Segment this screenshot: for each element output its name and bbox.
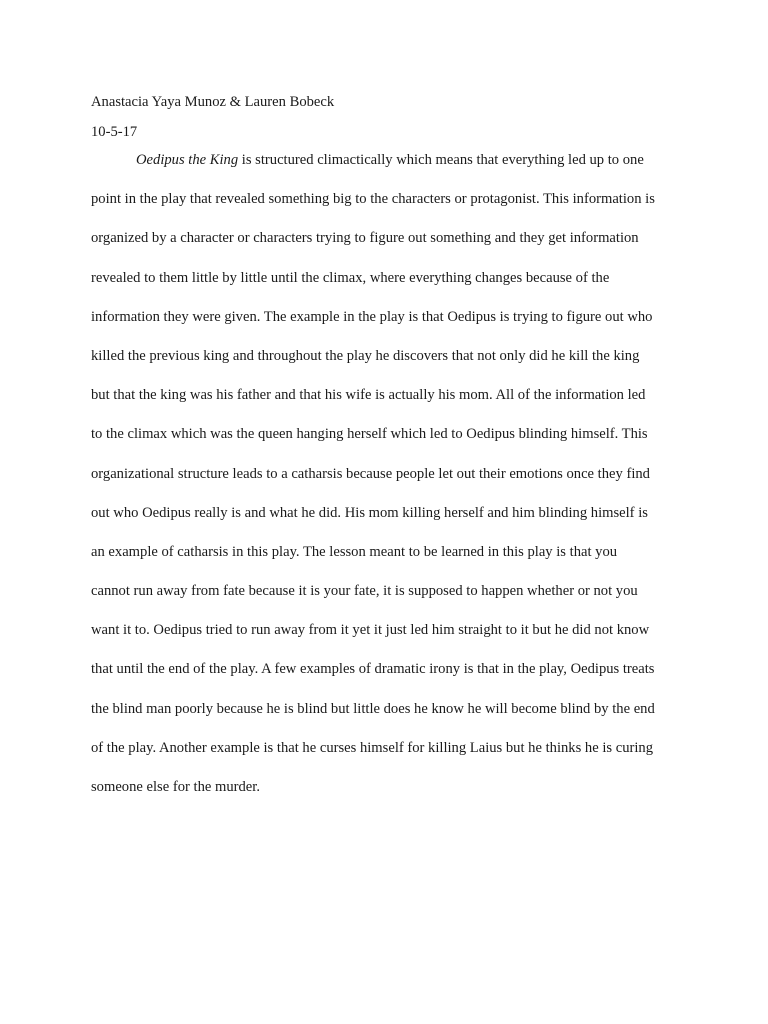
essay-line: that until the end of the play. A few examples of dramatic irony is that in the play, Oedipus treats [91, 661, 655, 678]
essay-line: an example of catharsis in this play. The lesson meant to be learned in this play is that you [91, 543, 618, 560]
essay-line: to the climax which was the queen hanging herself which led to Oedipus blinding himself. This [91, 426, 648, 443]
essay-date: 10-5-17 [91, 124, 138, 140]
essay-line: organizational structure leads to a catharsis because people let out their emotions once they find [91, 465, 650, 482]
play-title: Oedipus the King [136, 152, 239, 168]
essay-line: point in the play that revealed something big to the characters or protagonist. This information is [91, 191, 655, 208]
essay-first-line [91, 151, 691, 190]
author-names: Anastacia Yaya Munoz & Lauren Bobeck [91, 94, 335, 110]
essay-line: of the play. Another example is that he curses himself for killing Laius but he thinks he is curing [91, 739, 654, 756]
essay-line: information they were given. The example in the play is that Oedipus is trying to figure out who [91, 308, 653, 325]
essay-line: someone else for the murder. [91, 779, 260, 795]
essay-line: out who Oedipus really is and what he did. His mom killing herself and him blinding himself is [91, 504, 648, 521]
essay-first-line-text: is structured climactically which means that everything led up to one [238, 152, 644, 168]
essay-line: want it to. Oedipus tried to run away from it yet it just led him straight to it but he did not know [91, 622, 650, 639]
essay-body [91, 151, 691, 817]
essay-line: the blind man poorly because he is blind but little does he know he will become blind by the end [91, 700, 655, 717]
essay-line: killed the previous king and throughout the play he discovers that not only did he kill the king [91, 347, 640, 364]
essay-line: organized by a character or characters trying to figure out something and they get information [91, 230, 639, 247]
essay-line: cannot run away from fate because it is your fate, it is supposed to happen whether or not you [91, 583, 638, 600]
essay-line: but that the king was his father and that his wife is actually his mom. All of the information led [91, 387, 646, 404]
essay-line: revealed to them little by little until the climax, where everything changes because of the [91, 269, 610, 286]
